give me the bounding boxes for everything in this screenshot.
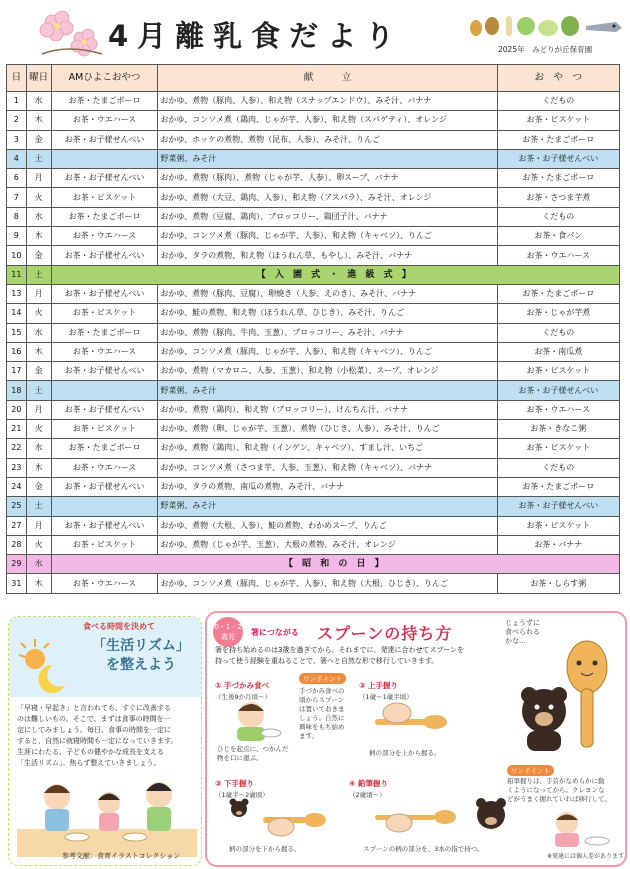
table-row xyxy=(7,92,620,111)
table-row xyxy=(7,246,620,265)
snack-cell: お茶・じゃが芋煮 xyxy=(497,304,619,323)
onepoint-text: 手づかみ食べの 頃からスプーン は置いておきま しょう。自然に 興味をもち始め ます。 xyxy=(299,687,345,740)
menu-cell: 野菜粥、みそ汁 xyxy=(158,149,497,168)
day-cell: 9 xyxy=(7,227,27,246)
am-snack-cell: お茶・お子様せんべい xyxy=(51,169,158,188)
snack-cell: お茶・たまごボーロ xyxy=(497,130,619,149)
day-cell: 13 xyxy=(7,284,27,303)
rhythm-subtitle: 食べる時間を決めて xyxy=(83,622,155,631)
day-cell: 22 xyxy=(7,439,27,458)
snack-cell: お茶・ビスケット xyxy=(497,516,619,535)
table-row xyxy=(7,188,620,207)
menu-cell: おかゆ、煮物（豚肉、豆腐）、卵焼き（人参、えのき）、みそ汁、バナナ xyxy=(158,284,497,303)
day-cell: 31 xyxy=(7,574,27,593)
snack-cell: お茶・ビスケット xyxy=(497,362,619,381)
snack-cell: くだもの xyxy=(497,92,619,111)
menu-body xyxy=(7,92,620,594)
bear-speech: じょうずに 食べられる かな… xyxy=(505,619,540,645)
am-snack-cell: お茶・たまごボーロ xyxy=(51,323,158,342)
table-header-row xyxy=(7,65,620,92)
vegetables-icon xyxy=(466,10,626,40)
menu-cell: おかゆ、煮物（卵、じゃが芋、玉葱）、煮物（ひじき、人参）、みそ汁、りんご xyxy=(158,420,497,439)
am-snack-cell: お茶・お子様せんべい xyxy=(51,246,158,265)
snack-cell: お茶・ウエハース xyxy=(497,400,619,419)
am-snack-cell xyxy=(51,149,158,168)
rhythm-panel xyxy=(8,616,202,866)
menu-cell: おかゆ、煮物（大根、人参）、鮭の煮物、わかめスープ、りんご xyxy=(158,516,497,535)
step-1-age: （生後9か月頃〜） xyxy=(215,693,272,701)
table-row xyxy=(7,420,620,439)
day-cell: 23 xyxy=(7,458,27,477)
snack-cell: お茶・お子様せんべい xyxy=(497,149,619,168)
am-snack-cell: お茶・ウエハース xyxy=(51,342,158,361)
day-cell: 7 xyxy=(7,188,27,207)
step-4-caption: スプーンの柄の部分を、3本の指で持つ。 xyxy=(363,845,484,853)
snack-cell: お茶・たまごボーロ xyxy=(497,169,619,188)
menu-cell: おかゆ、煮物（鶏肉）、和え物（ブロッコリー）、けんちん汁、バナナ xyxy=(158,400,497,419)
step-1-label: ① 手づかみ食べ xyxy=(215,681,269,690)
table-row xyxy=(7,535,620,554)
onepoint-badge-2: ワンポイント xyxy=(507,765,554,776)
menu-cell: おかゆ、煮物（じゃが芋、玉葱）、大根の煮物、みそ汁、オレンジ xyxy=(158,535,497,554)
overhand-grip-illustration xyxy=(371,697,451,741)
day-cell: 6 xyxy=(7,169,27,188)
snack-cell: お茶・たまごボーロ xyxy=(497,284,619,303)
header-menu: 献 立 xyxy=(158,65,497,92)
header xyxy=(0,0,630,64)
menu-cell: おかゆ、コンソメ煮（豚肉、じゃが芋、人参）、和え物（キャベツ）、りんご xyxy=(158,227,497,246)
am-snack-cell: お茶・ウエハース xyxy=(51,574,158,593)
header-day: 日 xyxy=(7,65,27,92)
am-snack-cell: お茶・ビスケット xyxy=(51,420,158,439)
menu-cell: 野菜粥、みそ汁 xyxy=(158,381,497,400)
table-row xyxy=(7,111,620,130)
snack-cell: お茶・ビスケット xyxy=(497,111,619,130)
reference-note: 参考文献：食育イラストコレクション xyxy=(62,852,181,860)
individual-note: ※発達には個人差があります xyxy=(547,853,625,860)
step-4-age: （2歳頃〜） xyxy=(349,791,386,799)
snack-cell: お茶・しらす粥 xyxy=(497,574,619,593)
weekday-cell: 水 xyxy=(26,439,51,458)
step-3-age: （1歳半〜2歳頃） xyxy=(215,791,269,799)
weekday-cell: 土 xyxy=(26,497,51,516)
am-snack-cell: お茶・ウエハース xyxy=(51,458,158,477)
weekday-cell: 土 xyxy=(26,265,51,284)
weekday-cell: 土 xyxy=(26,381,51,400)
table-row xyxy=(7,574,620,593)
snack-cell: くだもの xyxy=(497,458,619,477)
weekday-cell: 水 xyxy=(26,207,51,226)
menu-cell: おかゆ、コンソメ煮（豚肉、じゃが芋、人参）、和え物（キャベツ）、りんご xyxy=(158,342,497,361)
snack-cell: お茶・南瓜煮 xyxy=(497,342,619,361)
weekday-cell: 金 xyxy=(26,130,51,149)
am-snack-cell: お茶・お子様せんべい xyxy=(51,284,158,303)
am-snack-cell: お茶・ビスケット xyxy=(51,304,158,323)
menu-cell: おかゆ、タラの煮物、和え物（ほうれん草、もやし）、みそ汁、バナナ xyxy=(158,246,497,265)
table-row xyxy=(7,227,620,246)
am-snack-cell: お茶・お子様せんべい xyxy=(51,400,158,419)
table-row xyxy=(7,342,620,361)
menu-cell: おかゆ、コンソメ煮（豚肉、じゃが芋、人参）、和え物（大根、ひじき）、りんご xyxy=(158,574,497,593)
snack-cell: お茶・ウエハース xyxy=(497,246,619,265)
weekday-cell: 木 xyxy=(26,574,51,593)
table-row xyxy=(7,130,620,149)
am-snack-cell: お茶・ウエハース xyxy=(51,111,158,130)
weekday-cell: 火 xyxy=(26,420,51,439)
am-snack-cell: お茶・お子様せんべい xyxy=(51,477,158,496)
day-cell: 1 xyxy=(7,92,27,111)
am-snack-cell xyxy=(51,381,158,400)
snack-cell: お茶・お子様せんべい xyxy=(497,497,619,516)
header-dow: 曜日 xyxy=(26,65,51,92)
weekday-cell: 月 xyxy=(26,284,51,303)
step-4-label: ④ 鉛筆握り xyxy=(349,779,388,788)
weekday-cell: 水 xyxy=(26,323,51,342)
table-row xyxy=(7,284,620,303)
snack-cell: お茶・ビスケット xyxy=(497,439,619,458)
day-cell: 11 xyxy=(7,265,27,284)
menu-cell: おかゆ、コンソメ煮（さつま芋、人参、玉葱）、和え物（キャベツ）、バナナ xyxy=(158,458,497,477)
spoon-panel xyxy=(205,611,627,867)
step-3-label: ③ 下手握り xyxy=(215,779,254,788)
step-1-caption: ひじを起点に、つかんだ 物を口に運ぶ。 xyxy=(217,745,289,762)
table-row xyxy=(7,265,620,284)
snack-cell: くだもの xyxy=(497,323,619,342)
sakura-icon xyxy=(38,8,106,60)
weekday-cell: 火 xyxy=(26,188,51,207)
underhand-grip-illustration xyxy=(219,793,329,839)
weekday-cell: 土 xyxy=(26,149,51,168)
menu-cell: おかゆ、煮物（豚肉、人参）、和え物（スナップエンドウ）、みそ汁、バナナ xyxy=(158,92,497,111)
pencil-grip-illustration xyxy=(355,793,515,841)
menu-cell: おかゆ、煮物（豚肉）、煮物（じゃが芋、人参）、卵スープ、バナナ xyxy=(158,169,497,188)
am-snack-cell: お茶・お子様せんべい xyxy=(51,516,158,535)
day-cell: 17 xyxy=(7,362,27,381)
step-pencil-grip xyxy=(349,771,529,861)
family-meal-illustration xyxy=(17,767,197,857)
step-2-label: ② 上手握り xyxy=(359,681,398,690)
weekday-cell: 木 xyxy=(26,111,51,130)
rhythm-text: 「早寝・早起き」と言われても、すぐに改善する のは難しいもの。そこで、まずは食事の時間を一 定にしてみましょう。毎日、食事の時間を一定に すると、自然に就寝時間も一定になっていきます。 生涯にわたる、子どもの健やかな成長を支える 「生活リズム」。焦らず整えていきましょう。 xyxy=(17,704,178,767)
sun-moon-icon xyxy=(13,635,73,695)
day-cell: 16 xyxy=(7,342,27,361)
menu-cell: おかゆ、コンソメ煮（鶏肉、じゃが芋、人参）、和え物（スパゲティ）、オレンジ xyxy=(158,111,497,130)
am-snack-cell: お茶・たまごボーロ xyxy=(51,207,158,226)
menu-cell: おかゆ、ホッケの煮物、煮物（昆布、人参）、みそ汁、りんご xyxy=(158,130,497,149)
header-am-snack: AMひよこおやつ xyxy=(51,65,158,92)
am-snack-cell: お茶・お子様せんべい xyxy=(51,362,158,381)
table-row xyxy=(7,477,620,496)
menu-cell: 野菜粥、みそ汁 xyxy=(158,497,497,516)
snack-cell: お茶・バナナ xyxy=(497,535,619,554)
table-row xyxy=(7,516,620,535)
menu-cell: おかゆ、煮物（鶏肉）、和え物（インゲン、キャベツ）、すまし汁、いちご xyxy=(158,439,497,458)
age-badge: 0・1・2 歳児 xyxy=(213,617,243,647)
table-row xyxy=(7,362,620,381)
onepoint-badge: ワンポイント xyxy=(299,673,346,684)
menu-cell: おかゆ、煮物（豆腐、鶏肉）、ブロッコリー、鶏団子汁、バナナ xyxy=(158,207,497,226)
snack-cell: お茶・たまごボーロ xyxy=(497,477,619,496)
table-row xyxy=(7,207,620,226)
table-row xyxy=(7,323,620,342)
day-cell: 18 xyxy=(7,381,27,400)
weekday-cell: 月 xyxy=(26,169,51,188)
day-cell: 20 xyxy=(7,400,27,419)
table-row xyxy=(7,400,620,419)
am-snack-cell: お茶・たまごボーロ xyxy=(51,92,158,111)
table-row xyxy=(7,458,620,477)
menu-cell: おかゆ、煮物（マカロニ、人参、玉葱）、和え物（小松菜）、スープ、オレンジ xyxy=(158,362,497,381)
weekday-cell: 木 xyxy=(26,458,51,477)
weekday-cell: 月 xyxy=(26,400,51,419)
day-cell: 21 xyxy=(7,420,27,439)
table-row xyxy=(7,304,620,323)
day-cell: 8 xyxy=(7,207,27,226)
snack-cell: お茶・お子様せんべい xyxy=(497,381,619,400)
day-cell: 29 xyxy=(7,555,27,574)
day-cell: 10 xyxy=(7,246,27,265)
day-cell: 27 xyxy=(7,516,27,535)
step-hand-feeding xyxy=(215,673,355,763)
menu-cell: おかゆ、鮭の煮物、和え物（ほうれん草、ひじき）、みそ汁、りんご xyxy=(158,304,497,323)
weekday-cell: 金 xyxy=(26,246,51,265)
spoon-intro: 箸を持ち始めるのは3歳を過ぎてから。それまでに、発達に合わせてスプーンを 持って使う経験を重ねることで、箸へと自然な形で移行していきます。 xyxy=(215,646,465,665)
step-2-caption: 柄の部分を上から握る。 xyxy=(369,749,441,757)
snack-cell: お茶・食パン xyxy=(497,227,619,246)
am-snack-cell: お茶・たまごボーロ xyxy=(51,439,158,458)
day-cell: 14 xyxy=(7,304,27,323)
day-cell: 2 xyxy=(7,111,27,130)
weekday-cell: 火 xyxy=(26,535,51,554)
weekday-cell: 月 xyxy=(26,516,51,535)
am-snack-cell: お茶・ビスケット xyxy=(51,188,158,207)
bear-spoon-illustration xyxy=(507,633,619,753)
step-underhand-grip xyxy=(215,771,355,861)
snack-cell: お茶・きなこ粥 xyxy=(497,420,619,439)
event-cell: 【 昭 和 の 日 】 xyxy=(51,555,619,574)
header-snack: お や つ xyxy=(497,65,619,92)
weekday-cell: 水 xyxy=(26,92,51,111)
menu-cell: おかゆ、タラの煮物、南瓜の煮物、みそ汁、バナナ xyxy=(158,477,497,496)
table-row xyxy=(7,439,620,458)
day-cell: 3 xyxy=(7,130,27,149)
snack-cell: くだもの xyxy=(497,207,619,226)
weekday-cell: 火 xyxy=(26,304,51,323)
am-snack-cell xyxy=(51,497,158,516)
table-row xyxy=(7,149,620,168)
rhythm-title: 「生活リズム」 を整えよう xyxy=(92,638,190,673)
day-cell: 15 xyxy=(7,323,27,342)
baby-eating-illustration xyxy=(223,697,285,743)
table-row xyxy=(7,381,620,400)
spoon-title: スプーンの持ち方 xyxy=(317,624,453,643)
menu-table xyxy=(6,64,620,594)
onepoint-text-2: 鉛筆握りは、手首がなめらかに動 くようになってから。クレヨンな どがうまく握れていれば移行して。 xyxy=(507,777,611,803)
am-snack-cell: お茶・お子様せんべい xyxy=(51,130,158,149)
step-overhand-grip xyxy=(359,673,499,763)
weekday-cell: 金 xyxy=(26,477,51,496)
weekday-cell: 木 xyxy=(26,342,51,361)
snack-cell: お茶・さつま芋煮 xyxy=(497,188,619,207)
day-cell: 28 xyxy=(7,535,27,554)
weekday-cell: 金 xyxy=(26,362,51,381)
table-row xyxy=(7,169,620,188)
menu-cell: おかゆ、煮物（豚肉、牛肉、玉葱）、ブロッコリー、みそ汁、バナナ xyxy=(158,323,497,342)
day-cell: 25 xyxy=(7,497,27,516)
page-title: 4月離乳食だより xyxy=(108,19,404,53)
am-snack-cell: お茶・ウエハース xyxy=(51,227,158,246)
weekday-cell: 木 xyxy=(26,227,51,246)
event-cell: 【 入 園 式 ・ 進 級 式 】 xyxy=(51,265,619,284)
day-cell: 4 xyxy=(7,149,27,168)
step-2-age: （1歳〜1歳半頃） xyxy=(359,693,413,701)
child-eating-illustration xyxy=(537,809,617,849)
table-row xyxy=(7,555,620,574)
step-3-caption: 柄の部分を下から握る。 xyxy=(229,845,301,853)
menu-cell: おかゆ、煮物（大豆、鶏肉、人参）、和え物（アスパラ）、みそ汁、オレンジ xyxy=(158,188,497,207)
am-snack-cell: お茶・ビスケット xyxy=(51,535,158,554)
school-name: 2025年 みどりが丘保育園 xyxy=(498,45,593,54)
day-cell: 24 xyxy=(7,477,27,496)
spoon-subtitle: 箸につながる xyxy=(251,628,299,637)
table-row xyxy=(7,497,620,516)
weekday-cell: 水 xyxy=(26,555,51,574)
